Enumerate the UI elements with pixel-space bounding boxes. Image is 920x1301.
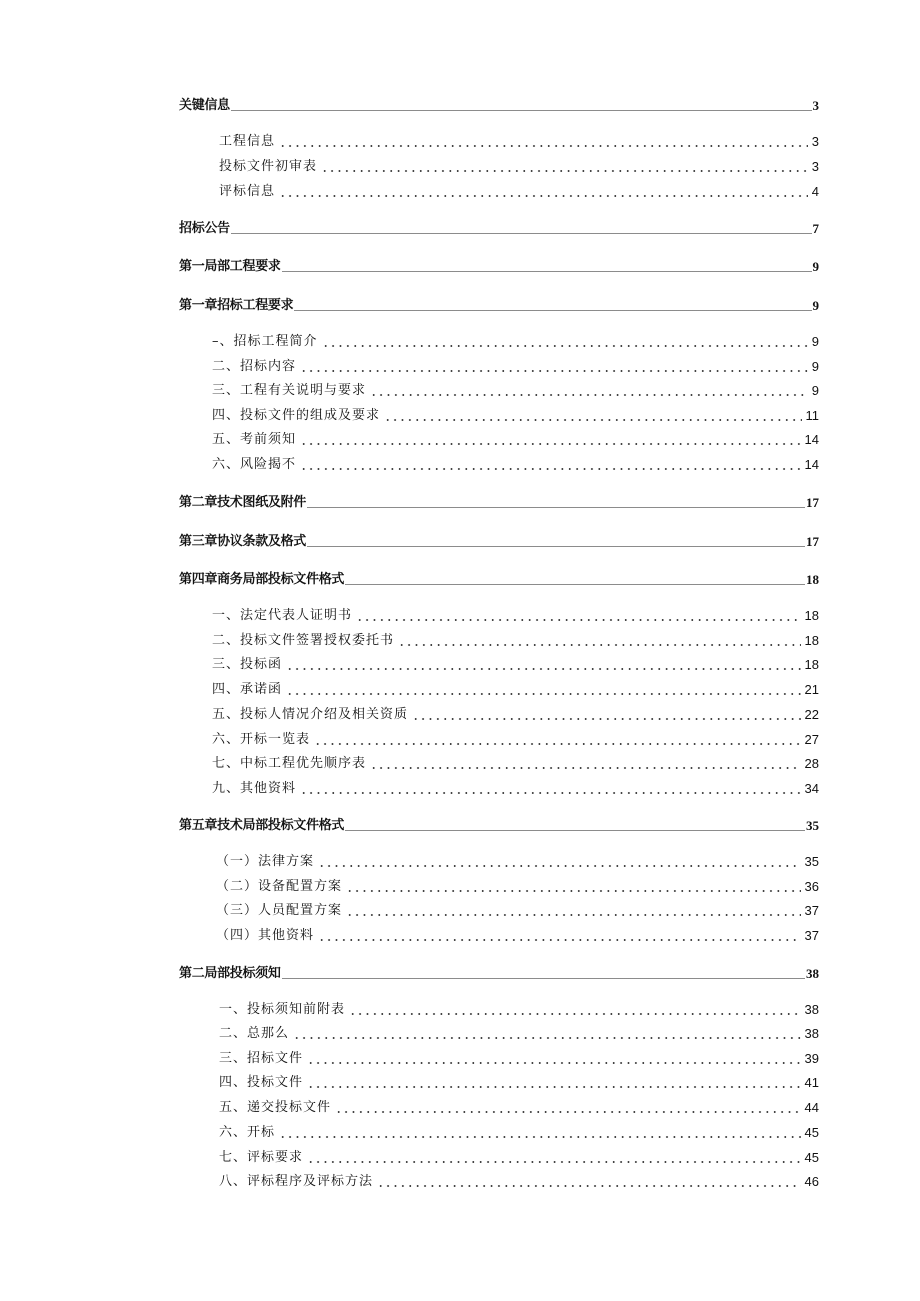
dot-leader: [366, 381, 812, 401]
dot-leader: [296, 455, 805, 475]
toc-entry[interactable]: [179, 219, 819, 239]
toc-entry-page: 9: [811, 383, 819, 398]
toc-entry-page: 18: [804, 657, 819, 672]
toc-entry[interactable]: [212, 655, 819, 675]
toc-entry-page: 3: [812, 98, 819, 113]
toc-entry-label: 三、招标文件: [219, 1051, 304, 1066]
toc-entry-page: 18: [806, 572, 819, 587]
dot-leader: [275, 1123, 805, 1143]
toc-entry[interactable]: [212, 705, 819, 725]
toc-entry[interactable]: [212, 455, 819, 475]
toc-entry-page: 38: [806, 966, 819, 981]
toc-entry[interactable]: [219, 1172, 819, 1192]
dot-leader: [342, 901, 805, 921]
toc-entry-page: 14: [804, 457, 819, 472]
dot-leader: [345, 1000, 805, 1020]
toc-entry-label: 七、中标工程优先顺序表: [212, 756, 367, 771]
toc-entry-label: 八、评标程序及评标方法: [219, 1174, 374, 1189]
toc-entry[interactable]: [179, 96, 819, 116]
dot-leader: [344, 816, 806, 836]
toc-entry-page: 9: [811, 359, 819, 374]
toc-entry[interactable]: [179, 964, 819, 984]
toc-entry[interactable]: [179, 257, 819, 277]
dot-leader: [296, 779, 805, 799]
toc-entry-page: 3: [811, 134, 819, 149]
toc-entry-page: 39: [804, 1051, 819, 1066]
toc-entry[interactable]: [212, 332, 819, 352]
dot-leader: [230, 219, 813, 239]
toc-entry-label: 五、考前须知: [212, 432, 297, 447]
toc-entry-page: 17: [806, 495, 819, 510]
dot-leader: [344, 570, 806, 590]
dot-leader: [281, 964, 806, 984]
toc-entry-label: 五、投标人情况介绍及相关资质: [212, 707, 409, 722]
toc-entry[interactable]: [219, 132, 819, 152]
toc-entry[interactable]: [179, 493, 819, 513]
toc-entry-label: 第三章协议条款及格式: [179, 534, 307, 549]
dot-leader: [282, 680, 805, 700]
toc-entry-page: 36: [804, 879, 819, 894]
toc-entry-page: 4: [811, 184, 819, 199]
toc-entry[interactable]: [212, 606, 819, 626]
toc-entry-label: 七、评标要求: [219, 1150, 304, 1165]
dot-leader: [303, 1049, 805, 1069]
toc-entry[interactable]: [212, 406, 819, 426]
toc-entry-label: 评标信息: [219, 184, 276, 199]
toc-entry-page: 9: [812, 259, 819, 274]
toc-entry-page: 18: [804, 608, 819, 623]
toc-entry-page: 14: [804, 432, 819, 447]
toc-entry[interactable]: [219, 1148, 819, 1168]
toc-entry[interactable]: [219, 1098, 819, 1118]
toc-entry[interactable]: [212, 779, 819, 799]
toc-entry-label: 第一局部工程要求: [179, 259, 281, 274]
toc-entry[interactable]: [212, 357, 819, 377]
toc-entry-page: 17: [806, 534, 819, 549]
toc-entry-page: 44: [804, 1100, 819, 1115]
toc-entry[interactable]: [212, 730, 819, 750]
dot-leader: [275, 132, 812, 152]
toc-entry-label: （三）人员配置方案: [216, 903, 343, 918]
toc-entry-label: 三、工程有关说明与要求: [212, 383, 367, 398]
dot-leader: [342, 877, 805, 897]
dot-leader: [314, 852, 805, 872]
toc-entry[interactable]: [179, 532, 819, 552]
toc-entry-label: 六、开标一览表: [212, 732, 311, 747]
dot-leader: [317, 157, 812, 177]
dot-leader: [408, 705, 805, 725]
toc-entry[interactable]: [219, 157, 819, 177]
toc-entry[interactable]: [216, 877, 819, 897]
toc-entry[interactable]: [216, 901, 819, 921]
toc-entry-page: 9: [812, 298, 819, 313]
toc-entry-page: 45: [804, 1125, 819, 1140]
toc-entry[interactable]: [219, 1123, 819, 1143]
toc-entry-label: 第四章商务局部投标文件格式: [179, 572, 345, 587]
dot-leader: [366, 754, 805, 774]
toc-entry-page: 35: [806, 818, 819, 833]
toc-entry-label: 工程信息: [219, 134, 276, 149]
toc-entry-page: 34: [804, 781, 819, 796]
dot-leader: [352, 606, 805, 626]
toc-entry[interactable]: [212, 754, 819, 774]
dot-leader: [281, 257, 813, 277]
toc-entry-label: 投标文件初审表: [219, 159, 318, 174]
toc-entry[interactable]: [212, 381, 819, 401]
toc-entry-label: 二、总那么: [219, 1026, 290, 1041]
toc-entry-page: 35: [804, 854, 819, 869]
toc-entry[interactable]: [219, 1000, 819, 1020]
toc-entry[interactable]: [219, 1049, 819, 1069]
toc-entry-page: 38: [804, 1002, 819, 1017]
toc-entry-label: –、招标工程简介: [212, 334, 318, 349]
toc-entry-label: （二）设备配置方案: [216, 879, 343, 894]
toc-entry-label: 四、投标文件: [219, 1075, 304, 1090]
toc-entry-label: 关键信息: [179, 98, 230, 113]
dot-leader: [306, 493, 806, 513]
dot-leader: [318, 332, 812, 352]
toc-entry-page: 18: [804, 633, 819, 648]
toc-entry-page: 46: [804, 1174, 819, 1189]
toc-entry-label: 五、递交投标文件: [219, 1100, 332, 1115]
toc-entry[interactable]: [216, 852, 819, 872]
toc-entry-page: 21: [804, 682, 819, 697]
toc-entry-label: 二、招标内容: [212, 359, 297, 374]
dot-leader: [296, 430, 805, 450]
toc-entry-label: 六、开标: [219, 1125, 276, 1140]
toc-entry-label: 第五章技术局部投标文件格式: [179, 818, 345, 833]
toc-entry-page: 3: [811, 159, 819, 174]
toc-entry[interactable]: [219, 182, 819, 202]
dot-leader: [331, 1098, 805, 1118]
toc-entry[interactable]: [216, 926, 819, 946]
toc-entry-label: 六、风险揭不: [212, 457, 297, 472]
dot-leader: [275, 182, 812, 202]
toc-entry-page: 22: [804, 707, 819, 722]
dot-leader: [289, 1024, 805, 1044]
toc-entry-label: 三、投标函: [212, 657, 283, 672]
dot-leader: [310, 730, 805, 750]
toc-entry[interactable]: [212, 631, 819, 651]
toc-entry-page: 41: [804, 1075, 819, 1090]
dot-leader: [303, 1148, 805, 1168]
dot-leader: [293, 296, 812, 316]
toc-entry-label: 四、承诺函: [212, 682, 283, 697]
toc-entry-page: 38: [804, 1026, 819, 1041]
toc-entry[interactable]: [179, 816, 819, 836]
toc-entry-page: 9: [811, 334, 819, 349]
toc-entry-label: （一）法律方案: [216, 854, 315, 869]
toc-entry-page: 7: [812, 221, 819, 236]
toc-entry-label: 第一章招标工程要求: [179, 298, 294, 313]
dot-leader: [230, 96, 813, 116]
toc-entry-page: 28: [804, 756, 819, 771]
toc-entry[interactable]: [219, 1073, 819, 1093]
dot-leader: [373, 1172, 805, 1192]
toc-entry[interactable]: [219, 1024, 819, 1044]
toc-entry-page: 27: [804, 732, 819, 747]
dot-leader: [314, 926, 805, 946]
toc-entry-label: 九、其他资料: [212, 781, 297, 796]
dot-leader: [394, 631, 805, 651]
toc-entry-label: 招标公告: [179, 221, 230, 236]
toc-entry-label: 四、投标文件的组成及要求: [212, 408, 381, 423]
toc-entry-label: 一、投标须知前附表: [219, 1002, 346, 1017]
dot-leader: [303, 1073, 805, 1093]
toc-entry-label: 一、法定代表人证明书: [212, 608, 353, 623]
toc-entry[interactable]: [212, 680, 819, 700]
toc-entry-label: 第二章技术图纸及附件: [179, 495, 307, 510]
toc-entry[interactable]: [179, 296, 819, 316]
toc-entry-label: 第二局部投标须知: [179, 966, 281, 981]
toc-entry-page: 45: [804, 1150, 819, 1165]
dot-leader: [306, 532, 806, 552]
toc-entry-page: 37: [804, 928, 819, 943]
toc-entry-page: 11: [805, 408, 819, 423]
toc-entry-label: 二、投标文件签署授权委托书: [212, 633, 395, 648]
toc-entry[interactable]: [212, 430, 819, 450]
dot-leader: [296, 357, 812, 377]
toc-entry-page: 37: [804, 903, 819, 918]
toc-entry[interactable]: [179, 570, 819, 590]
dot-leader: [380, 406, 805, 426]
dot-leader: [282, 655, 805, 675]
toc-entry-label: （四）其他资料: [216, 928, 315, 943]
